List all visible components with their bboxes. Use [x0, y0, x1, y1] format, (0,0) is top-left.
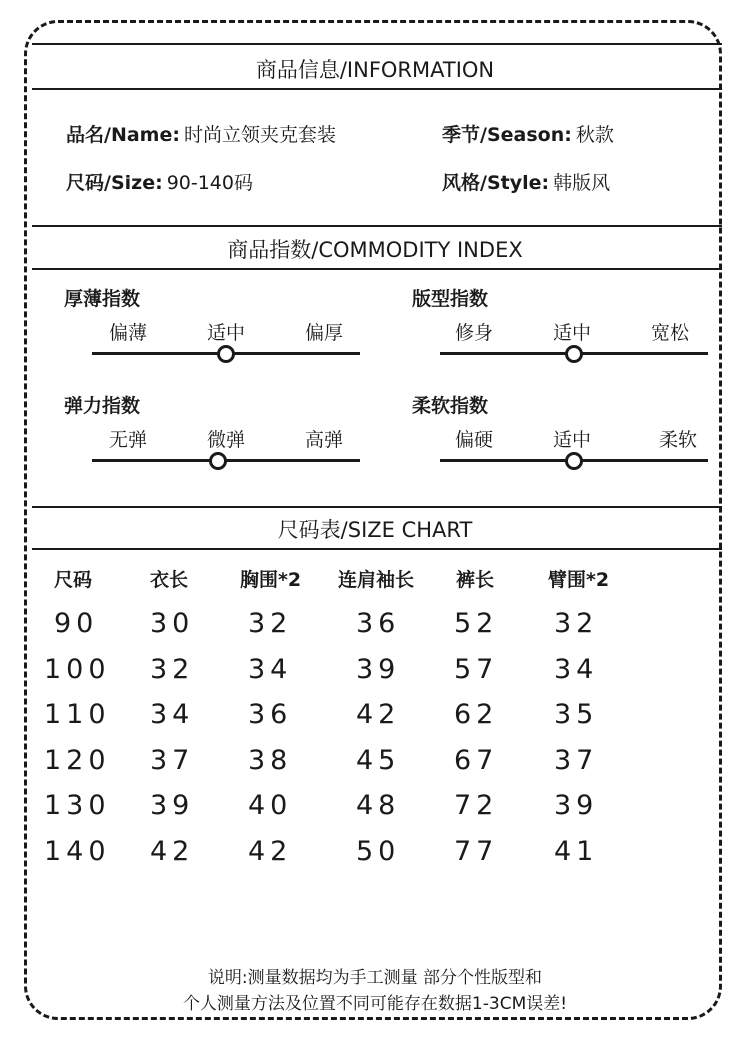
divider — [32, 268, 722, 270]
table-cell: 90 — [54, 608, 99, 639]
divider — [32, 225, 722, 227]
table-cell: 130 — [44, 790, 111, 821]
index-label: 无弹 — [108, 429, 148, 451]
index-level-marker — [565, 345, 583, 363]
index-level-marker — [217, 345, 235, 363]
table-header-pants-length: 裤长 — [456, 569, 495, 591]
section-title-information: 商品信息/INFORMATION — [255, 58, 495, 82]
table-cell: 67 — [454, 744, 499, 776]
table-cell: 32 — [554, 608, 599, 639]
table-cell: 42 — [150, 835, 195, 867]
index-label: 修身 — [454, 322, 494, 344]
info-season-value: 秋款 — [575, 124, 614, 146]
index-label: 适中 — [206, 322, 246, 344]
index-label: 偏薄 — [108, 322, 148, 344]
info-style-label: 风格/Style: — [442, 172, 550, 194]
index-label: 宽松 — [650, 322, 690, 344]
info-size-value: 90-140码 — [166, 172, 253, 194]
info-style-value: 韩版风 — [553, 172, 611, 194]
table-cell: 77 — [454, 835, 499, 867]
table-cell: 34 — [248, 653, 293, 685]
table-header-chest: 胸围*2 — [240, 569, 302, 591]
divider — [32, 548, 722, 550]
index-label: 微弹 — [206, 429, 246, 451]
info-name — [66, 120, 336, 147]
index-label: 适中 — [552, 429, 592, 451]
table-cell: 39 — [150, 790, 195, 821]
table-cell: 120 — [44, 744, 111, 776]
table-cell: 52 — [454, 608, 499, 639]
table-cell: 42 — [248, 835, 293, 867]
info-season — [442, 120, 614, 147]
section-title-commodity-index: 商品指数/COMMODITY INDEX — [227, 238, 523, 262]
table-cell: 34 — [554, 653, 599, 685]
info-style — [442, 168, 610, 195]
divider — [32, 506, 722, 508]
table-header-size: 尺码 — [54, 569, 93, 591]
index-label: 适中 — [552, 322, 592, 344]
table-cell: 57 — [454, 653, 499, 685]
index-title-thickness: 厚薄指数 — [64, 288, 141, 310]
info-size — [66, 168, 253, 195]
table-cell: 62 — [454, 699, 499, 730]
index-title-fit: 版型指数 — [412, 288, 489, 310]
index-label: 柔软 — [658, 429, 698, 451]
table-cell: 30 — [150, 608, 195, 639]
info-size-label: 尺码/Size: — [66, 172, 163, 194]
table-header-length: 衣长 — [150, 569, 189, 591]
table-cell: 41 — [554, 835, 599, 867]
table-cell: 37 — [150, 744, 195, 776]
table-cell: 72 — [454, 790, 499, 821]
table-cell: 40 — [248, 790, 293, 821]
info-name-value: 时尚立领夹克套装 — [183, 124, 336, 146]
index-level-marker — [565, 452, 583, 470]
table-cell: 45 — [356, 744, 401, 776]
note-line-2: 个人测量方法及位置不同可能存在数据1-3CM误差! — [182, 994, 568, 1014]
index-label: 偏硬 — [454, 429, 494, 451]
index-level-marker — [209, 452, 227, 470]
index-title-elasticity: 弹力指数 — [64, 395, 141, 417]
note-line-1: 说明:测量数据均为手工测量 部分个性版型和 — [207, 968, 543, 988]
section-title-size-chart: 尺码表/SIZE CHART — [277, 518, 473, 542]
info-name-label: 品名/Name: — [66, 124, 180, 146]
table-cell: 38 — [248, 744, 293, 776]
index-title-softness: 柔软指数 — [412, 395, 489, 417]
table-header-arm: 臂围*2 — [548, 569, 610, 591]
table-cell: 37 — [554, 744, 599, 776]
divider — [32, 43, 722, 45]
table-cell: 48 — [356, 790, 401, 821]
index-label: 偏厚 — [304, 322, 344, 344]
table-cell: 39 — [554, 790, 599, 821]
table-cell: 50 — [356, 835, 401, 867]
table-cell: 39 — [356, 653, 401, 685]
index-label: 高弹 — [304, 429, 344, 451]
table-cell: 100 — [44, 653, 111, 685]
table-cell: 34 — [150, 699, 195, 730]
table-cell: 32 — [150, 653, 195, 685]
table-cell: 36 — [248, 699, 293, 730]
table-cell: 36 — [356, 608, 401, 639]
table-cell: 140 — [44, 835, 111, 867]
table-cell: 42 — [356, 699, 401, 730]
table-cell: 110 — [44, 699, 111, 730]
info-season-label: 季节/Season: — [442, 124, 572, 146]
table-header-sleeve: 连肩袖长 — [338, 569, 415, 591]
divider — [32, 88, 722, 90]
table-cell: 35 — [554, 699, 599, 730]
table-cell: 32 — [248, 608, 293, 639]
